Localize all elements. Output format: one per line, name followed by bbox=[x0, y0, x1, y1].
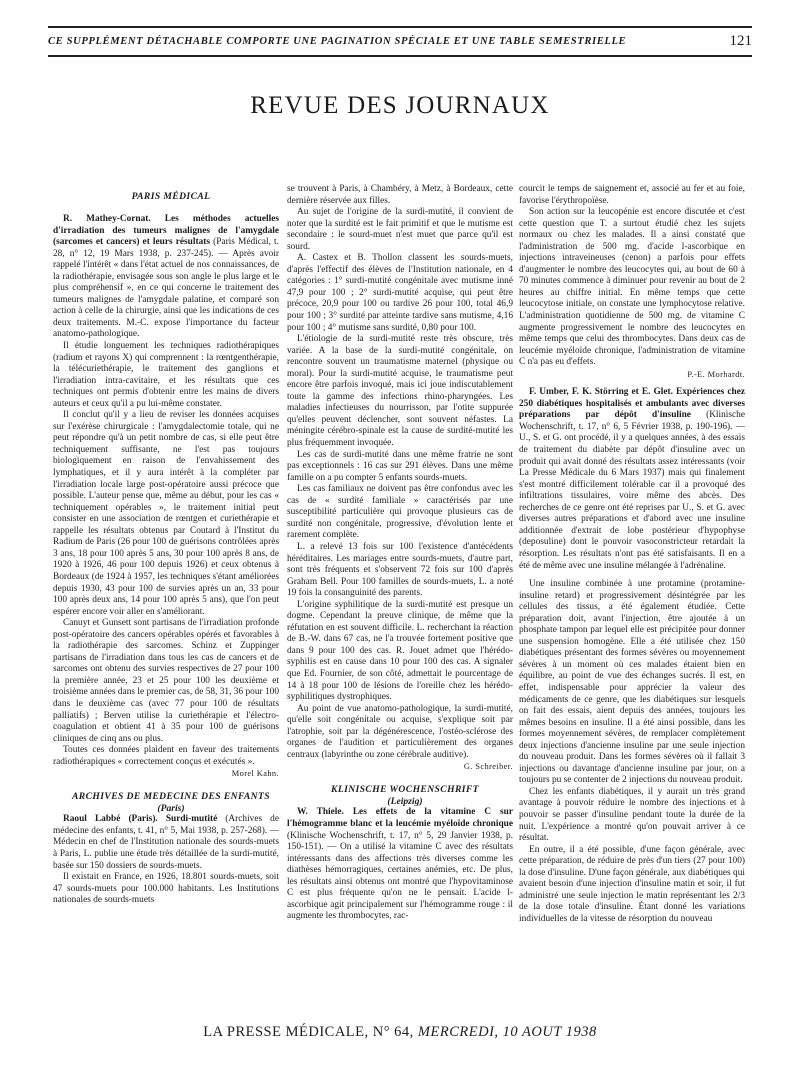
banner-bottom-rule bbox=[48, 55, 752, 57]
article-lead: W. Thiele. Les effets de la vitamine C sur l'hémogramme blanc et la leucémie myéloïde chronique bbox=[287, 807, 513, 829]
issue-date: MERCREDI, 10 AOUT 1938 bbox=[417, 1024, 597, 1040]
paragraph: L'origine syphilitique de la surdi-mutité est presque un dogme. Cependant la preuve clinique, de même que la réfutation en est souvent difficile. L. recherchant la réaction de B.-W. dans 67 cas, ne l'a trouvée fortement positive que dans 9 pour 100 des cas. R. Jouet admet que l'hérédo-syphilis est en cause dans 10 pour 100 des cas. A signaler que Ed. Fournier, de son côté, admettait le pourcentage de 14 à 18 pour 100 de lésions de l'oreille chez les hérédo-syphilitiques dystrophiques. bbox=[287, 599, 513, 703]
article-lead: R. Mathey-Cornat. Les méthodes actuelles d'irradiation des tumeurs malignes de l'amygdale (sarcomes et cancers) et leurs résultats bbox=[53, 214, 279, 248]
supplement-banner bbox=[48, 30, 752, 52]
author-signature: Morel Kahn. bbox=[231, 769, 279, 779]
paragraph: L. a relevé 13 fois sur 100 l'existence d'antécédents héréditaires. Les mariages entre sourds-muets, d'autre part, sont très fréquents et s'observent 72 fois sur 100 d'après Graham Bell. Pour 100 familles de sourds-muets, L. a noté 19 fois la consanguinité des parents. bbox=[287, 541, 513, 599]
paragraph: Les cas familiaux ne doivent pas être confondus avec les cas de « surdité familiale » caractérisés par une susceptibilité particulière qui provoque plusieurs cas de surdité non congénitale, progressive, d'évolution lente et rarement complète. bbox=[287, 484, 513, 541]
article-labbe bbox=[53, 814, 279, 872]
journal-issue: LA PRESSE MÉDICALE, N° 64, bbox=[203, 1024, 414, 1040]
article-body: (Archives de médecine des enfants, t. 41, n° 5, Mai 1938, p. 257-268). — Médecin en chef de l'Institution nationale des sourds-muets à Paris, L. publie une étude très détaillée de la surdi-mutité, basée sur 150 dossiers de sourds-muets. bbox=[53, 814, 279, 871]
paragraph: Chez les enfants diabétiques, il y aurait un très grand avantage à pouvoir réduire le nombre des injections et à pouvoir se passer d'insuline pendant toute la durée de la nuit. L'expérience a montré qu'on pouvait arriver à ce résultat. bbox=[519, 786, 745, 844]
page-footer bbox=[0, 1024, 800, 1041]
paragraph: courcit le temps de saignement et, associé au fer et au foie, favorise l'érythropoïèse. bbox=[519, 184, 745, 206]
paragraph: En outre, il a été possible, d'une façon générale, avec cette préparation, de réduire de près d'un tiers (27 pour 100) la dose d'insuline. D'une façon générale, aux diabétiques qui avaient besoin d'une injection d'insuline matin et soir, il fut administré une seule injection le matin représentant les 2/3 de la dose totale d'insuline. Étant donné les variations individuelles de la vitesse de résorption du nouveau bbox=[519, 844, 745, 924]
page-number: 121 bbox=[729, 32, 752, 49]
page-title: REVUE DES JOURNAUX bbox=[250, 92, 550, 119]
section-subheading: (Leipzig) bbox=[387, 795, 423, 807]
paragraph: A. Castex et B. Thollon classent les sourds-muets, d'après l'effectif des élèves de l'Institution nationale, en 4 catégories : 1° surdi-mutité congénitale avec mutisme inné 47,9 pour 100 ; 2° surdi-mutité acquise, qui peut être précoce, 20,9 pour 100 ou tardive 26 pour 100, total 46,9 pour 100 ; 3° surdité par atteinte tardive sans mutisme, 4,16 pour 100 ; 4° mutisme sans surdité, 0,80 pour 100. bbox=[287, 253, 513, 333]
paragraph: Les cas de surdi-mutité dans une même fratrie ne sont pas exceptionnels : 16 cas sur 291 élèves. Dans une même famille on a pu compter 5 enfants sourds-muets. bbox=[287, 449, 513, 483]
article-body: (Klinische Wochenschrift, t. 17, n° 5, 29 Janvier 1938, p. 150-151). — On a utilisé la vitamine C avec des résultats intéressants dans des affections très diverses comme les diathèses hémorragiques, certaines anémies, etc. De plus, les résultats ainsi obtenus ont montré que l'hypovitaminose C est plus fréquente qu'on ne le pensait. L'acide l-ascorbique agit principalement sur l'hémogramme rouge : il augmente les thrombocytes, rac- bbox=[287, 830, 513, 922]
paragraph: Toutes ces données plaident en faveur des traitements radiothérapiques « correctement conçus et exécutés ». bbox=[53, 745, 279, 767]
article-lead: F. Umber, F. K. Störring et E. Glet. Expériences chez 250 diabétiques hospitalisés et ambulants avec diverses préparations par dépôt d'insuline bbox=[519, 387, 745, 421]
column-1 bbox=[53, 184, 279, 1032]
column-2 bbox=[287, 184, 513, 1032]
section-heading-klinische: KLINISCHE WOCHENSCHRIFT bbox=[331, 783, 479, 795]
banner-text: CE SUPPLÉMENT DÉTACHABLE COMPORTE UNE PAGINATION SPÉCIALE ET UNE TABLE SEMESTRIELLE bbox=[48, 35, 627, 47]
paragraph: Il existait en France, en 1926, 18.801 sourds-muets, soit 47 sourds-muets pour 100.000 habitants. Les Institutions nationales de sourds-muets bbox=[53, 872, 279, 906]
paragraph: Canuyt et Gunsett sont partisans de l'irradiation profonde post-opératoire des cancers opérables opérés et favorables à la radiothérapie des sarcomes. Schinz et Zuppinger partisans de l'irradiation dans tous les cas de cancers et de sarcomes ont obtenu des survies respectives de 27 pour 100 la première année, 23 et 25 pour 100 les deuxième et troisième années dans le premier cas, de 58, 31, 36 pour 100 dans le deuxième cas (avec 77 pour 100 de résultats palliatifs) ; Berven utilise la curiethérapie et l'électro-coagulation et obtient 41 à 35 pour 100 de guérisons cliniques de cinq ans ou plus. bbox=[53, 618, 279, 744]
paragraph: Au sujet de l'origine de la surdi-mutité, il convient de noter que la surdité est le fait primitif et que le mutisme est secondaire : le sourd-muet n'est muet que parce qu'il est sourd. bbox=[287, 207, 513, 252]
article-body: (Paris Médical, t. 28, n° 12, 19 Mars 1938, p. 237-245). — Après avoir rappelé l'intérêt « dans l'état actuel de nos connaissances, de la radiothérapie, envisagée sous son angle le plus large et le plus compréhensif », en ce qui concerne le traitement des tumeurs malignes de l'amygdale palatine, et comparé son action à celle de la chirurgie, ainsi que les indications de ces deux traitements. M.-C. expose l'importance du facteur anatomo-pathologique. bbox=[53, 237, 279, 340]
paragraph: se trouvent à Paris, à Chambéry, à Metz, à Bordeaux, cette dernière réservée aux filles. bbox=[287, 184, 513, 206]
article-lead: Raoul Labbé (Paris). Surdi-mutité bbox=[63, 814, 218, 825]
author-signature: P.-E. Morhardt. bbox=[687, 369, 745, 379]
section-heading-archives: ARCHIVES DE MEDECINE DES ENFANTS bbox=[72, 790, 270, 802]
article-thiele bbox=[287, 807, 513, 922]
section-heading-paris-medical: PARIS MÉDICAL bbox=[131, 191, 211, 202]
paragraph: Il conclut qu'il y a lieu de reviser les données acquises sur l'exérèse chirurgicale : l'amygdalectomie totale, qui ne peut répondre qu'à un petit nombre de cas, si elle peut être techniquement suffisante, ne l'est pas toujours biologiquement en raison de l'envahissement des lymphatiques, et il y aura intérêt à la compléter par l'irradiation locale large post-opératoire aussi précoce que possible. L'auteur pense que, même au début, pour les cas « techniquement opérables », le traitement initial peut consister en une association de rœntgen et curiethérapie et rappelle les résultats obtenus par Coutard à l'Institut du Radium de Paris (26 pour 100 de guérisons contrôlées après 3 ans, 18 pour 100 après 5 ans, 30 pour 100 après 8 ans, de 1920 à 1926, 46 pour 100 depuis 1926) et ceux obtenus à Bordeaux (de 1924 à 1957, les techniques s'étant améliorées depuis 1930, 43 pour 100 de survies après un an, 33 pour 100 après deux ans, 14 pour 100 après 5 ans), que l'on peut espérer encore voir aller en s'améliorant. bbox=[53, 410, 279, 617]
article-umber bbox=[519, 387, 745, 572]
column-3 bbox=[519, 184, 745, 1032]
section-subheading: (Paris) bbox=[157, 802, 185, 814]
paragraph: Il étudie longuement les techniques radiothérapiques (radium et rayons X) qui comprennent : la rœntgenthérapie, la télécuriethérapie, le traitement des ganglions et l'irradiation intra-cavitaire, et les résultats que ces techniques ont permis d'obtenir entre les mains de divers auteurs et ceux qu'il a pu lui-même constater. bbox=[53, 341, 279, 409]
top-rule bbox=[48, 26, 752, 28]
paragraph: L'étiologie de la surdi-mutité reste très obscure, très variée. A la base de la surdi-mutité congénitale, on rencontre souvent un traumatisme maternel (physique ou moral). Pour la surdi-mutité acquise, le traumatisme peut encore être parfois invoqué, mais ici joue indiscutablement toute la gamme des infections rhino-pharyngées. Les maladies infectieuses du nourrisson, par l'otite suppurée qu'elles peuvent déclencher, sont souvent néfastes. La méningite cérébro-spinale est la cause de surdité-mutité les plus fréquemment invoquée. bbox=[287, 334, 513, 449]
paragraph: Une insuline combinée à une protamine (protamine-insuline retard) et progressivement désintégrée par les cellules des tissus, a été également étudiée. Cette préparation doit, avant l'injection, être ajoutée à un phosphate tampon par lequel elle est précipitée pour donner une suspension homogène. Elle a été utilisée chez 150 diabétiques présentant des formes sévères ou moyennement sévères à un moment où ces malades étaient bien en équilibre, au point de vue des échanges sucrés. Il est, en effet, indispensable pour apprécier la valeur des médicaments de ce genre, que les diabétiques sur lesquels on fait des essais, aient depuis des années, toujours les mêmes besoins en insuline. Il a été ainsi possible, dans les formes moyennement sévères, de remplacer complètement deux injections d'ancienne insuline par une seule injection du nouveau produit. Dans les formes sévères où il fallait 3 injections ou davantage d'ancienne insuline par jour, on a toujours pu se contenter de 2 injections du nouveau produit. bbox=[519, 579, 745, 786]
paragraph: Au point de vue anatomo-pathologique, la surdi-mutité, qu'elle soit congénitale ou acquise, s'explique soit par l'atrophie, soit par la dégénérescence, l'ostéo-sclérose des organes de l'audition et particulièrement des organes centraux (labyrinthe ou zone cérébrale auditive). bbox=[287, 703, 513, 760]
article-mathey-cornat bbox=[53, 214, 279, 341]
author-signature: G. Schreiber. bbox=[463, 762, 513, 772]
paragraph: Son action sur la leucopénie est encore discutée et c'est cette question que T. a surtout étudié chez les sujets normaux ou chez les malades. Il a ainsi constaté que l'administration de 500 mg. d'acide l-ascorbique en injections intraveineuses (cenon) a parfois pour effets d'augmenter le nombre des leucocytes qui, au bout de 60 à 70 minutes commence à diminuer pour revenir au bout de 2 heures au chiffre initial. En même temps que cette leucocytose initiale, on constate une lymphocytose relative. L'administration quotidienne de 500 mg. de vitamine C augmente progressivement le nombre des leucocytes en même temps que celui des thrombocytes. Dans deux cas de leucémie myéloïde chronique, l'administration de vitamine C n'a pas eu d'effets. bbox=[519, 207, 745, 368]
article-body: (Klinische Wochenschrift, t. 17, n° 6, 5 Février 1938, p. 190-196). — U., S. et G. ont procédé, il y a quelques années, à des essais de traitement du diabète par dépôt d'insuline avec un produit qui avait donné des résultats assez intéressants (voir La Presse Médicale du 6 Mars 1937) mais qui finalement s'est montré difficilement tolérable car il a provoqué des infiltrations tissulaires, voire même des abcès. Des recherches de ce genre ont été reprises par U., S. et G. avec diverses autres préparations et d'abord avec une insuline additionnée d'extrait de lobe postérieur d'hypophyse (deposuline) dont le pouvoir vasoconstricteur retardait la résorption. Les résultats n'ont pas été satisfaisants. Il en a été de même avec une insuline mélangée à l'adrénaline. bbox=[519, 410, 745, 571]
